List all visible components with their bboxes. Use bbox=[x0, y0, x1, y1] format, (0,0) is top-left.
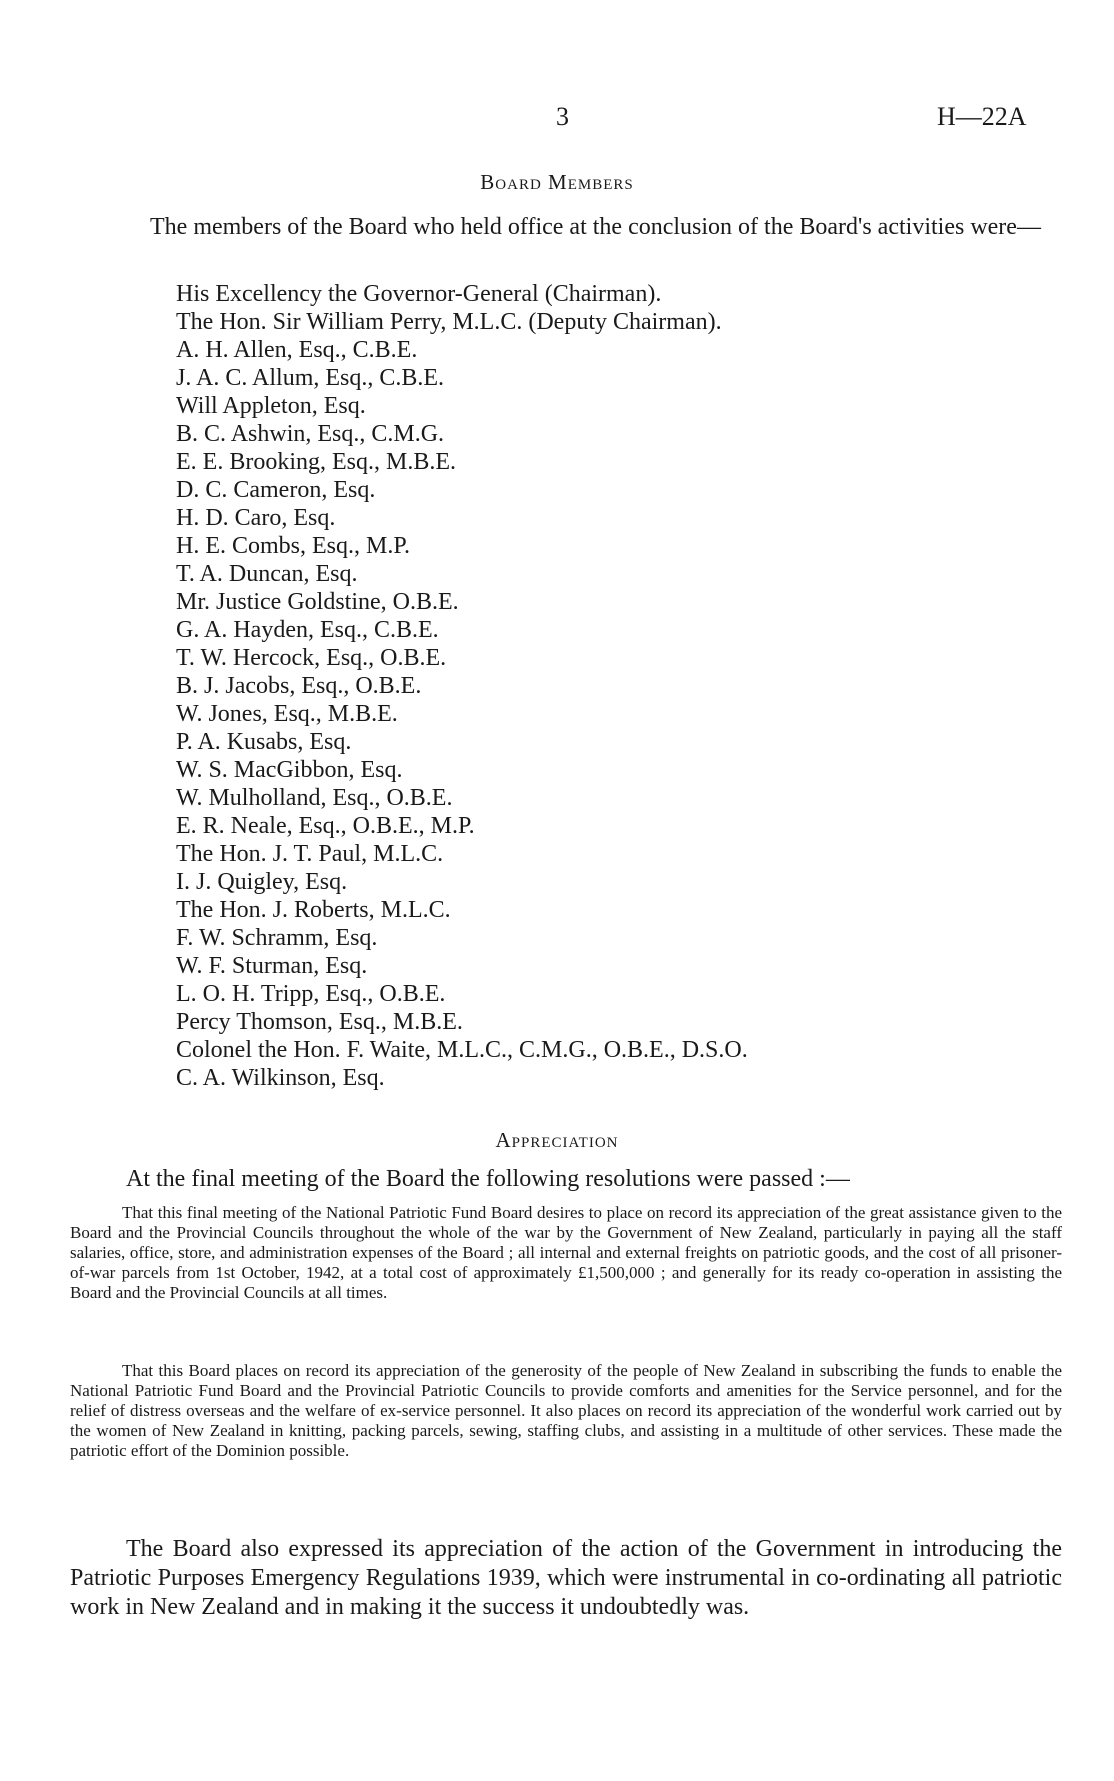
member-entry: B. J. Jacobs, Esq., O.B.E. bbox=[176, 673, 422, 699]
member-entry: The Hon. Sir William Perry, M.L.C. (Deputy Chairman). bbox=[176, 309, 722, 335]
member-entry: W. Jones, Esq., M.B.E. bbox=[176, 701, 398, 727]
member-entry: E. R. Neale, Esq., O.B.E., M.P. bbox=[176, 813, 475, 839]
member-entry: Mr. Justice Goldstine, O.B.E. bbox=[176, 589, 459, 615]
member-entry: D. C. Cameron, Esq. bbox=[176, 477, 376, 503]
page-number: 3 bbox=[556, 102, 569, 131]
member-entry: I. J. Quigley, Esq. bbox=[176, 869, 348, 895]
resolution-government: That this final meeting of the National Patriotic Fund Board desires to place on record its appreciation of the great assistance given to the Board and the Provincial Councils throughout the whole of the war by the Government of New Zealand, particularly in paying all the staff salaries, office, store, and administration expenses of the Board ; all internal and external freights on patriotic goods, and the cost of all prisoner-of-war parcels from 1st October, 1942, at a total cost of approximately £1,500,000 ; and generally for its ready co-operation in assisting the Board and the Provincial Councils at all times. bbox=[70, 1203, 1062, 1302]
document-reference: H—22A bbox=[937, 102, 1027, 131]
board-members-heading: Board Members bbox=[480, 170, 634, 194]
member-entry: L. O. H. Tripp, Esq., O.B.E. bbox=[176, 981, 446, 1007]
appreciation-heading: Appreciation bbox=[495, 1128, 619, 1152]
member-entry: E. E. Brooking, Esq., M.B.E. bbox=[176, 449, 456, 475]
resolution-people: That this Board places on record its appreciation of the generosity of the people of New Zealand in subscribing the funds to enable the National Patriotic Fund Board and the Provincial Patriotic Councils to provide comforts and amenities for the Service personnel, and for the relief of distress overseas and the welfare of ex-service personnel. It also places on record its appreciation of the wonderful work carried out by the women of New Zealand in knitting, packing parcels, sewing, staffing clubs, and assisting in a multitude of other services. These made the patriotic effort of the Dominion possible. bbox=[70, 1361, 1062, 1460]
member-entry: Colonel the Hon. F. Waite, M.L.C., C.M.G., O.B.E., D.S.O. bbox=[176, 1037, 748, 1063]
member-entry: The Hon. J. Roberts, M.L.C. bbox=[176, 897, 451, 923]
resolutions-intro: At the final meeting of the Board the following resolutions were passed :— bbox=[126, 1166, 850, 1192]
member-entry: W. S. MacGibbon, Esq. bbox=[176, 757, 403, 783]
member-entry: G. A. Hayden, Esq., C.B.E. bbox=[176, 617, 439, 643]
closing-paragraph: The Board also expressed its appreciation of the action of the Government in introducing the Patriotic Purposes Emergency Regulations 1939, which were instrumental in co-ordinating all patriotic work in New Zealand and in making it the success it undoubtedly was. bbox=[70, 1536, 1062, 1620]
member-entry: Percy Thomson, Esq., M.B.E. bbox=[176, 1009, 463, 1035]
board-members-intro: The members of the Board who held office at the conclusion of the Board's activities were— bbox=[150, 214, 1041, 240]
member-entry: H. D. Caro, Esq. bbox=[176, 505, 336, 531]
member-entry: H. E. Combs, Esq., M.P. bbox=[176, 533, 411, 559]
member-entry: B. C. Ashwin, Esq., C.M.G. bbox=[176, 421, 445, 447]
member-entry: T. A. Duncan, Esq. bbox=[176, 561, 358, 587]
member-entry: J. A. C. Allum, Esq., C.B.E. bbox=[176, 365, 445, 391]
member-entry: Will Appleton, Esq. bbox=[176, 393, 366, 419]
page-header bbox=[0, 102, 1114, 142]
member-entry: T. W. Hercock, Esq., O.B.E. bbox=[176, 645, 447, 671]
member-entry: The Hon. J. T. Paul, M.L.C. bbox=[176, 841, 444, 867]
member-entry: P. A. Kusabs, Esq. bbox=[176, 729, 352, 755]
member-entry: His Excellency the Governor-General (Chairman). bbox=[176, 281, 662, 307]
member-entry: F. W. Schramm, Esq. bbox=[176, 925, 378, 951]
member-entry: C. A. Wilkinson, Esq. bbox=[176, 1065, 385, 1091]
member-list bbox=[176, 280, 1056, 1092]
member-entry: W. Mulholland, Esq., O.B.E. bbox=[176, 785, 453, 811]
member-entry: W. F. Sturman, Esq. bbox=[176, 953, 368, 979]
member-entry: A. H. Allen, Esq., C.B.E. bbox=[176, 337, 418, 363]
